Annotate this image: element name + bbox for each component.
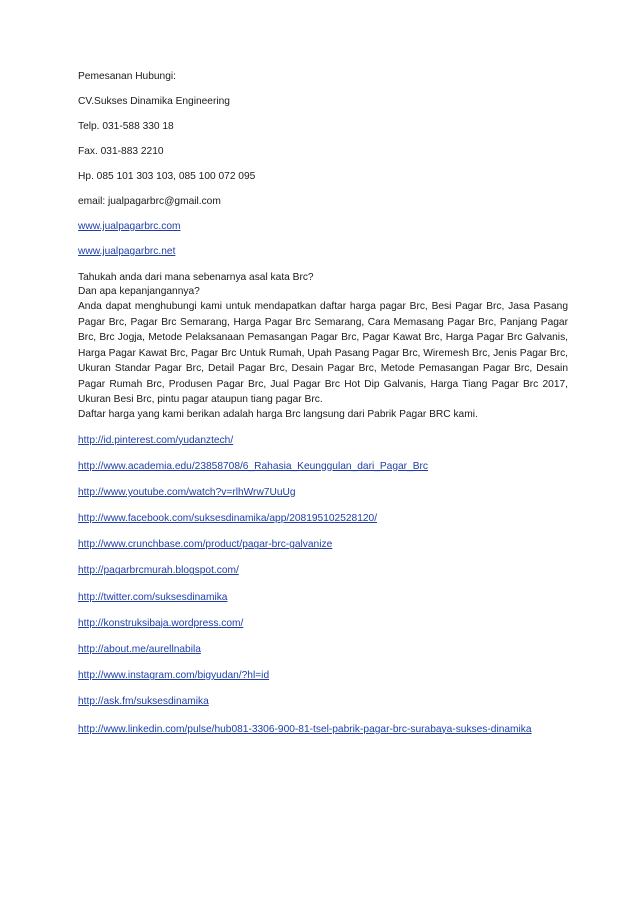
list-item xyxy=(78,486,568,500)
telephone: Telp. 031-588 330 18 xyxy=(78,121,174,132)
academia-link[interactable]: http://www.academia.edu/23858708/6_Rahasia_Keunggulan_dari_Pagar_Brc xyxy=(78,460,429,472)
list-item xyxy=(78,460,568,474)
wordpress-link[interactable]: http://konstruksibaja.wordpress.com/ xyxy=(78,617,244,629)
facebook-link[interactable]: http://www.facebook.com/suksesdinamika/app/208195102528120/ xyxy=(78,513,378,525)
list-item xyxy=(78,591,568,605)
contact-heading: Pemesanan Hubungi: xyxy=(78,71,176,82)
website-link-2-row xyxy=(78,245,568,259)
list-item xyxy=(78,643,568,657)
document-page xyxy=(78,70,568,749)
website-link-1-row xyxy=(78,220,568,234)
twitter-link[interactable]: http://twitter.com/suksesdinamika xyxy=(78,591,228,603)
list-item xyxy=(78,434,568,448)
price-note: Daftar harga yang kami berikan adalah harga Brc langsung dari Pabrik Pagar BRC kami. xyxy=(78,408,478,420)
list-item xyxy=(78,617,568,631)
website-link-1[interactable]: www.jualpagarbrc.com xyxy=(78,221,181,232)
youtube-link[interactable]: http://www.youtube.com/watch?v=rlhWrw7UuUg xyxy=(78,486,296,498)
crunchbase-link[interactable]: http://www.crunchbase.com/product/pagar-brc-galvanize xyxy=(78,539,333,551)
company-name: CV.Sukses Dinamika Engineering xyxy=(78,96,230,107)
pinterest-link[interactable]: http://id.pinterest.com/yudanztech/ xyxy=(78,434,234,446)
aboutme-link[interactable]: http://about.me/aurellnabila xyxy=(78,644,201,655)
fax: Fax. 031-883 2210 xyxy=(78,146,164,157)
email: email: jualpagarbrc@gmail.com xyxy=(78,196,221,207)
instagram-link[interactable]: http://www.instagram.com/bigyudan/?hl=id xyxy=(78,670,270,682)
list-item xyxy=(78,669,568,683)
list-item xyxy=(78,512,568,526)
list-item xyxy=(78,695,568,709)
blogspot-link[interactable]: http://pagarbrcmurah.blogspot.com/ xyxy=(78,565,239,577)
question-origin: Tahukah anda dari mana sebenarnya asal kata Brc? xyxy=(78,272,314,283)
website-link-2[interactable]: www.jualpagarbrc.net xyxy=(78,246,176,257)
question-meaning: Dan apa kepanjangannya? xyxy=(78,286,200,297)
handphone: Hp. 085 101 303 103, 085 100 072 095 xyxy=(78,171,256,182)
list-item xyxy=(78,722,568,737)
linkedin-link[interactable]: http://www.linkedin.com/pulse/hub081-3306-900-81-tsel-pabrik-pagar-brc-surabaya-sukses-dinamika xyxy=(78,723,532,735)
link-list xyxy=(78,434,568,737)
askfm-link[interactable]: http://ask.fm/suksesdinamika xyxy=(78,696,209,708)
description-paragraph: Anda dapat menghubungi kami untuk mendapatkan daftar harga pagar Brc, Besi Pagar Brc, Jasa Pasang Pagar Brc, Pagar Brc Semarang, Harga Pagar Brc Semarang, Cara Memasang Pagar Brc, Panjang Pagar Brc, Brc Jogja, Metode Pelaksanaan Pemasangan Pagar Brc, Pagar Kawat Brc, Harga Pagar Brc Galvanis, Harga Pagar Kawat Brc, Pagar Brc Untuk Rumah, Upah Pasang Pagar Brc, Wiremesh Brc, Jenis Pagar Brc, Ukuran Standar Pagar Brc, Detail Pagar Brc, Desain Pagar Brc, Metode Pemasangan Pagar Brc, Desain Pagar Rumah Brc, Produsen Pagar Brc, Jual Pagar Brc Hot Dip Galvanis, Harga Tiang Pagar Brc 2017, Ukuran Besi Brc, pintu pagar ataupun tiang pagar Brc. xyxy=(78,301,568,405)
list-item xyxy=(78,564,568,578)
list-item xyxy=(78,538,568,552)
